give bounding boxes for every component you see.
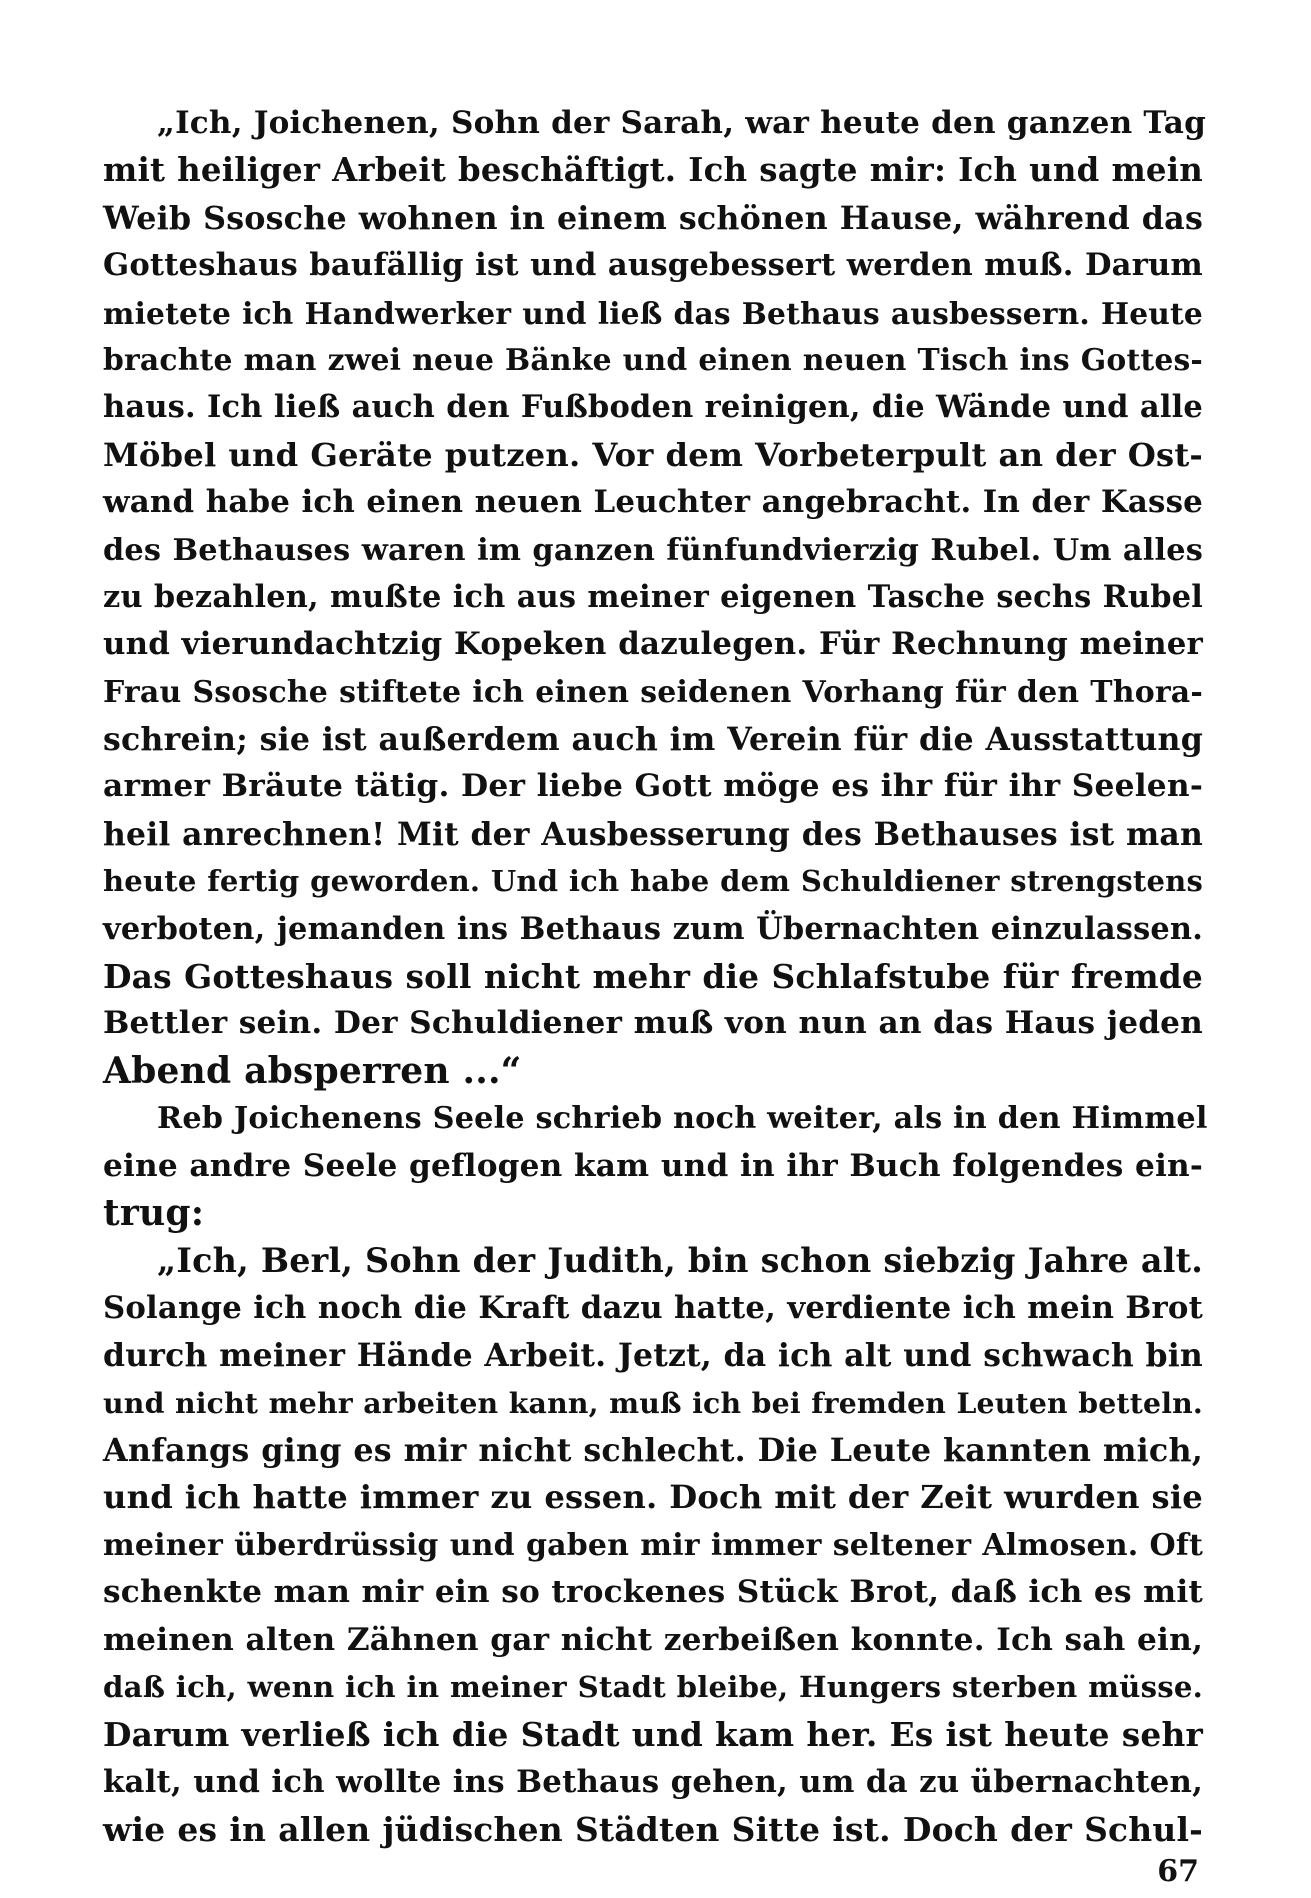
text-line: zu bezahlen, mußte ich aus meiner eigenen Tasche sechs Rubel [103,578,1203,615]
text-line: haus. Ich ließ auch den Fußboden reinigen, die Wände und alle [103,389,1203,426]
text-line: meiner überdrüssig und gaben mir immer seltener Almosen. Oft [103,1527,1203,1563]
text-line: mietete ich Handwerker und ließ das Bethaus ausbessern. Heute [103,295,1203,331]
text-line: schrein; sie ist außerdem auch im Verein für die Ausstattung [103,721,1203,759]
page-number: 67 [1157,1854,1199,1889]
text-line: durch meiner Hände Arbeit. Jetzt, da ich alt und schwach bin [103,1337,1203,1375]
text-line: mit heiliger Arbeit beschäftigt. Ich sagte mir: Ich und mein [103,151,1203,190]
text-line: Anfangs ging es mir nicht schlecht. Die Leute kannten mich, [103,1431,1203,1469]
text-line: brachte man zwei neue Bänke und einen neuen Tisch ins Gottes- [103,342,1203,378]
text-line: „Ich, Berl, Sohn der Judith, bin schon siebzig Jahre alt. [157,1241,1203,1281]
text-line: armer Bräute tätig. Der liebe Gott möge es ihr für ihr Seelen- [103,768,1203,805]
text-line: Reb Joichenens Seele schrieb noch weiter, als in den Himmel [157,1101,1208,1137]
text-line: kalt, und ich wollte ins Bethaus gehen, um da zu übernachten, [103,1763,1203,1800]
text-line: Möbel und Geräte putzen. Vor dem Vorbeterpult an der Ost- [103,435,1203,474]
text-line: eine andre Seele geflogen kam und in ihr Buch folgendes ein- [103,1147,1203,1184]
text-line: verboten, jemanden ins Bethaus zum Übernachten einzulassen. [103,910,1203,947]
text-line: und nicht mehr arbeiten kann, muß ich bei fremden Leuten betteln. [103,1385,1203,1420]
text-line: schenkte man mir ein so trockenes Stück Brot, daß ich es mit [103,1574,1203,1611]
text-line: heute fertig geworden. Und ich habe dem Schuldiener strengstens [103,864,1203,899]
text-line: trug: [103,1191,205,1234]
text-line: und ich hatte immer zu essen. Doch mit der Zeit wurden sie [103,1478,1203,1517]
text-line: Weib Ssosche wohnen in einem schönen Hause, während das [103,199,1203,237]
text-line: und vierundachtzig Kopeken dazulegen. Für Rechnung meiner [103,626,1203,663]
text-line: Solange ich noch die Kraft dazu hatte, verdiente ich mein Brot [103,1289,1203,1326]
text-line: Darum verließ ich die Stadt und kam her. Es ist heute sehr [103,1715,1203,1755]
body-text [103,100,1208,1853]
text-line: wie es in allen jüdischen Städten Sitte ist. Doch der Schul- [103,1810,1203,1850]
text-line: „Ich, Joichenen, Sohn der Sarah, war heute den ganzen Tag [157,105,1207,141]
text-line: heil anrechnen! Mit der Ausbesserung des Bethauses ist man [103,815,1203,853]
text-line: daß ich, wenn ich in meiner Stadt bleibe, Hungers sterben müsse. [103,1669,1203,1704]
text-line: wand habe ich einen neuen Leuchter angebracht. In der Kasse [103,484,1203,521]
text-line: Abend absperren ...“ [103,1049,522,1092]
text-line: Gotteshaus baufällig ist und ausgebessert werden muß. Darum [103,247,1203,284]
text-line: Das Gotteshaus soll nicht mehr die Schlafstube für fremde [103,957,1203,997]
text-line: des Bethauses waren im ganzen fünfundvierzig Rubel. Um alles [103,532,1203,568]
text-line: meinen alten Zähnen gar nicht zerbeißen konnte. Ich sah ein, [103,1621,1203,1658]
text-line: Bettler sein. Der Schuldiener muß von nun an das Haus jeden [103,1005,1203,1042]
text-line: Frau Ssosche stiftete ich einen seidenen Vorhang für den Thora- [103,674,1203,710]
